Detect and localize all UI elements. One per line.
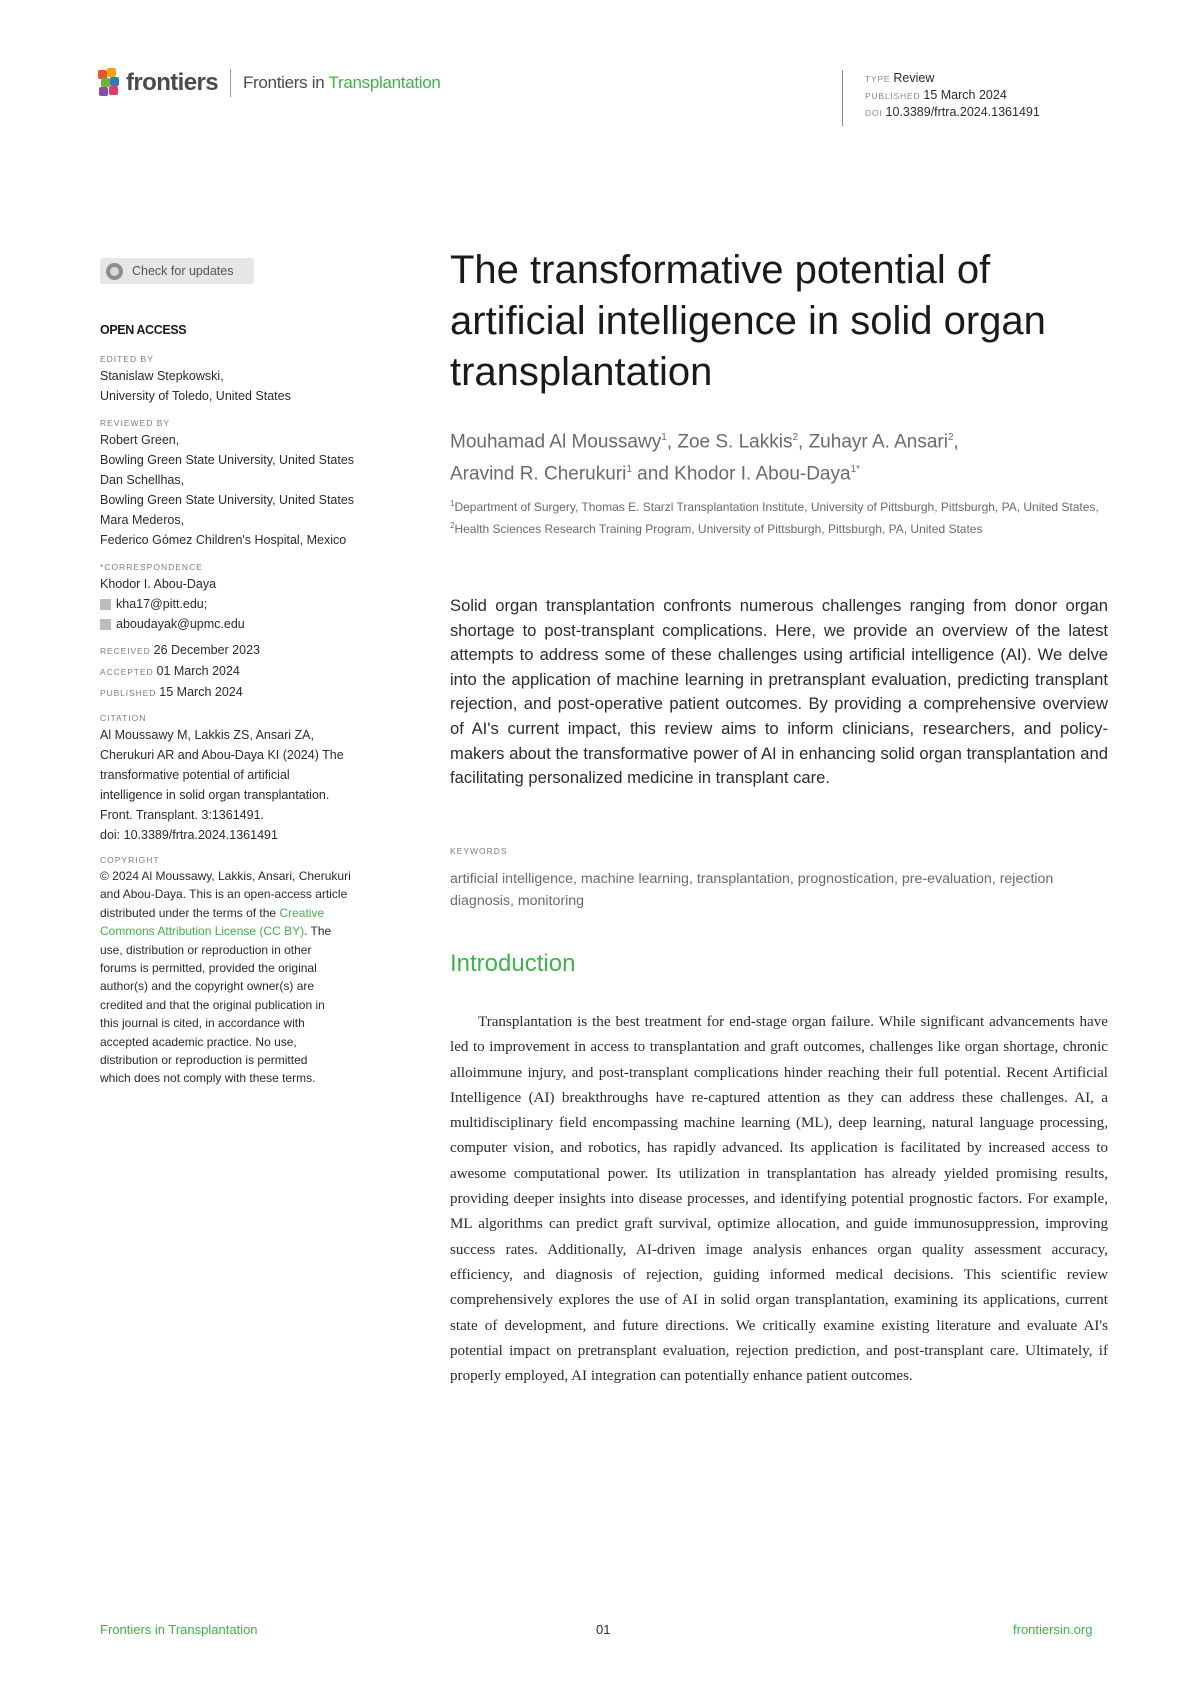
journal-brand[interactable] xyxy=(98,68,441,98)
brand-divider xyxy=(230,69,231,97)
email-address[interactable]: aboudayak@upmc.edu xyxy=(116,617,245,631)
author-affil-marker: 2 xyxy=(947,432,954,443)
editor-name: Stanislaw Stepkowski, xyxy=(100,369,224,383)
email-link[interactable] xyxy=(100,614,400,634)
received-value: 26 December 2023 xyxy=(153,643,260,657)
email-link[interactable] xyxy=(100,594,400,614)
journal-name xyxy=(243,73,441,93)
copyright-line: © 2024 Al Moussawy, Lakkis, Ansari, Cherukuri xyxy=(100,869,351,883)
frontiers-logo-icon xyxy=(98,68,122,98)
mail-icon xyxy=(100,619,111,630)
published-value: 15 March 2024 xyxy=(159,685,243,699)
reviewer-affiliation: Bowling Green State University, United States xyxy=(100,453,355,467)
reviewer-name: Mara Mederos, xyxy=(100,513,185,527)
meta-type-value: Review xyxy=(893,71,935,85)
author-list xyxy=(450,424,1110,489)
copyright-line xyxy=(100,922,400,940)
open-access-label: OPEN ACCESS xyxy=(100,323,187,337)
license-link[interactable]: Commons Attribution License (CC BY) xyxy=(100,924,305,939)
copyright-label: COPYRIGHT xyxy=(100,855,160,865)
reviewer-affiliation: Bowling Green State University, United States xyxy=(100,493,355,507)
author-name[interactable]: Zoe S. Lakkis xyxy=(677,431,793,453)
published-date xyxy=(100,682,400,703)
affiliation-text: Health Sciences Research Training Program, University of Pittsburgh, Pittsburgh, PA, United States xyxy=(454,521,983,536)
copyright-line: credited and that the original publication in xyxy=(100,997,325,1012)
author-name[interactable]: Aravind R. Cherukuri xyxy=(450,463,627,485)
copyright-line: accepted academic practice. No use, xyxy=(100,1034,297,1049)
citation-line: Al Moussawy M, Lakkis ZS, Ansari ZA, xyxy=(100,728,314,742)
meta-published-label: PUBLISHED xyxy=(865,91,921,101)
author-affil-marker: 1 xyxy=(626,464,632,476)
copyright-line: which does not comply with these terms. xyxy=(100,1071,316,1086)
copyright-text xyxy=(100,867,400,1088)
editor-affiliation: University of Toledo, United States xyxy=(100,389,291,403)
journal-name-accent: Transplantation xyxy=(328,73,441,92)
edited-by-label: EDITED BY xyxy=(100,354,154,364)
author-name[interactable]: Mouhamad Al Moussawy xyxy=(450,431,662,453)
accepted-label: ACCEPTED xyxy=(100,667,154,677)
footer-journal-name[interactable]: Frontiers in Transplantation xyxy=(100,1622,258,1637)
published-label: PUBLISHED xyxy=(100,688,157,698)
meta-published xyxy=(865,87,1040,104)
author-name[interactable]: Zuhayr A. Ansari xyxy=(808,431,948,453)
copyright-line: forums is permitted, provided the original xyxy=(100,961,317,976)
reviewer-affiliation: Federico Gómez Children's Hospital, Mexico xyxy=(100,533,347,547)
author-separator: , xyxy=(953,431,959,453)
citation-line: intelligence in solid organ transplantation. xyxy=(100,788,330,802)
affil-marker: 2 xyxy=(450,520,455,530)
article-title: The transformative potential of artificial intelligence in solid organ transplantation xyxy=(450,248,1046,394)
reviewer-name: Dan Schellhas, xyxy=(100,473,185,487)
license-link[interactable]: Creative xyxy=(279,905,325,920)
copyright-line xyxy=(100,904,400,922)
article-meta xyxy=(842,70,1040,126)
copyright-line: distribution or reproduction is permitted xyxy=(100,1053,308,1068)
reviewed-by-label: REVIEWED BY xyxy=(100,418,171,428)
correspondence-label: *CORRESPONDENCE xyxy=(100,562,203,572)
email-address[interactable]: kha17@pitt.edu; xyxy=(116,597,208,611)
citation-doi[interactable]: doi: 10.3389/frtra.2024.1361491 xyxy=(100,828,278,842)
author-separator: , xyxy=(666,431,678,453)
correspondence-name: Khodor I. Abou-Daya xyxy=(100,577,217,591)
meta-published-value: 15 March 2024 xyxy=(923,88,1007,102)
citation-line: Cherukuri AR and Abou-Daya KI (2024) The xyxy=(100,748,344,762)
affiliation-text: Department of Surgery, Thomas E. Starzl Transplantation Institute, University of Pittsburgh, Pittsburgh, PA, United States, xyxy=(454,500,1099,514)
check-for-updates-button[interactable] xyxy=(100,258,254,284)
received-date xyxy=(100,640,400,661)
meta-type xyxy=(865,70,1040,87)
copyright-text-part: distributed under the terms of the xyxy=(100,905,280,920)
author-line xyxy=(450,424,1110,456)
affil-marker: 1 xyxy=(450,499,455,508)
check-for-updates-label: Check for updates xyxy=(132,264,234,278)
affiliations xyxy=(450,495,1110,539)
author-separator: and xyxy=(631,463,675,485)
introduction-body: Transplantation is the best treatment for end-stage organ failure. While significant advancements have led to improvement in access to transplantation and graft outcomes, challenges like organ shortage, chronic alloimmune injury, and post-transplant complications hinder reaching their full potential. Recent Artificial Intelligence (AI) breakthroughs have re-captured attention as they can address these challenges. AI, a multidisciplinary field encompassing machine learning (ML), deep learning, natural language processing, computer vision, and robotics, has rapidly advanced. Its application is facilitated by increased access to awesome computational power. Its utilization in transplantation has already yielded promising results, providing deeper insights into disease processes, and identifying potential prognostic factors. For example, ML algorithms can predict graft survival, optimize allocation, and guide immunosuppression, improving success rates. Additionally, AI-driven image analysis enhances organ quality assessment accuracy, efficiency, and diagnosis of rejection, guiding informed medical decisions. This scientific review comprehensively explores the use of AI in solid organ transplantation, examining its applications, current state of development, and future directions. We critically examine existing literature and evaluate AI's potential impact on pretransplant evaluation, rejection prediction, and post-transplant care. Ultimately, if properly employed, AI integration can potentially enhance patient outcomes. xyxy=(450,1014,1108,1385)
footer-site-link[interactable]: frontiersin.org xyxy=(1013,1622,1093,1637)
accepted-value: 01 March 2024 xyxy=(156,664,240,678)
abstract: Solid organ transplantation confronts numerous challenges ranging from donor organ shortage to post-transplant complications. Here, we provide an overview of the latest attempts to address some of these challenges using artificial intelligence (AI). We delve into the application of machine learning in pretransplant evaluation, predicting transplant rejection, and post-operative patient outcomes. By providing a comprehensive overview of AI's current impact, this review aims to inform clinicians, researchers, and policy-makers about the transformative power of AI in enhancing solid organ transplantation and facilitating personalized medicine in transplant care. xyxy=(450,596,1108,788)
author-affil-marker: 1* xyxy=(850,464,861,476)
citation-line: transformative potential of artificial xyxy=(100,768,290,782)
author-separator: , xyxy=(798,431,809,453)
reviewer-name: Robert Green, xyxy=(100,433,180,447)
author-name[interactable]: Khodor I. Abou-Daya xyxy=(674,463,851,485)
keywords-label: KEYWORDS xyxy=(450,846,508,856)
copyright-text-part: . The xyxy=(304,924,332,939)
meta-type-label: TYPE xyxy=(865,74,891,84)
crossmark-icon xyxy=(106,263,123,280)
copyright-line: use, distribution or reproduction in other xyxy=(100,942,312,957)
accepted-date xyxy=(100,661,400,682)
copyright-line: and Abou-Daya. This is an open-access article xyxy=(100,887,348,902)
article-sidebar xyxy=(100,320,400,1088)
received-label: RECEIVED xyxy=(100,646,151,656)
copyright-line: this journal is cited, in accordance with xyxy=(100,1016,305,1031)
meta-doi-value[interactable]: 10.3389/frtra.2024.1361491 xyxy=(885,105,1040,119)
logo-wordmark: frontiers xyxy=(126,69,218,96)
mail-icon xyxy=(100,599,111,610)
author-line xyxy=(450,456,1110,488)
author-affil-marker: 1 xyxy=(661,432,667,443)
citation-line: Front. Transplant. 3:1361491. xyxy=(100,808,264,822)
keywords: artificial intelligence, machine learning, transplantation, prognostication, pre-evaluation, rejection diagnosis, monitoring xyxy=(450,871,1054,909)
page-number: 01 xyxy=(596,1622,611,1637)
citation-label: CITATION xyxy=(100,713,147,723)
meta-doi[interactable] xyxy=(865,104,1040,121)
section-heading-introduction: Introduction xyxy=(450,950,576,977)
meta-doi-label: DOI xyxy=(865,108,883,118)
journal-name-prefix: Frontiers in xyxy=(242,73,325,92)
author-affil-marker: 2 xyxy=(792,432,799,443)
copyright-line: author(s) and the copyright owner(s) are xyxy=(100,979,315,994)
